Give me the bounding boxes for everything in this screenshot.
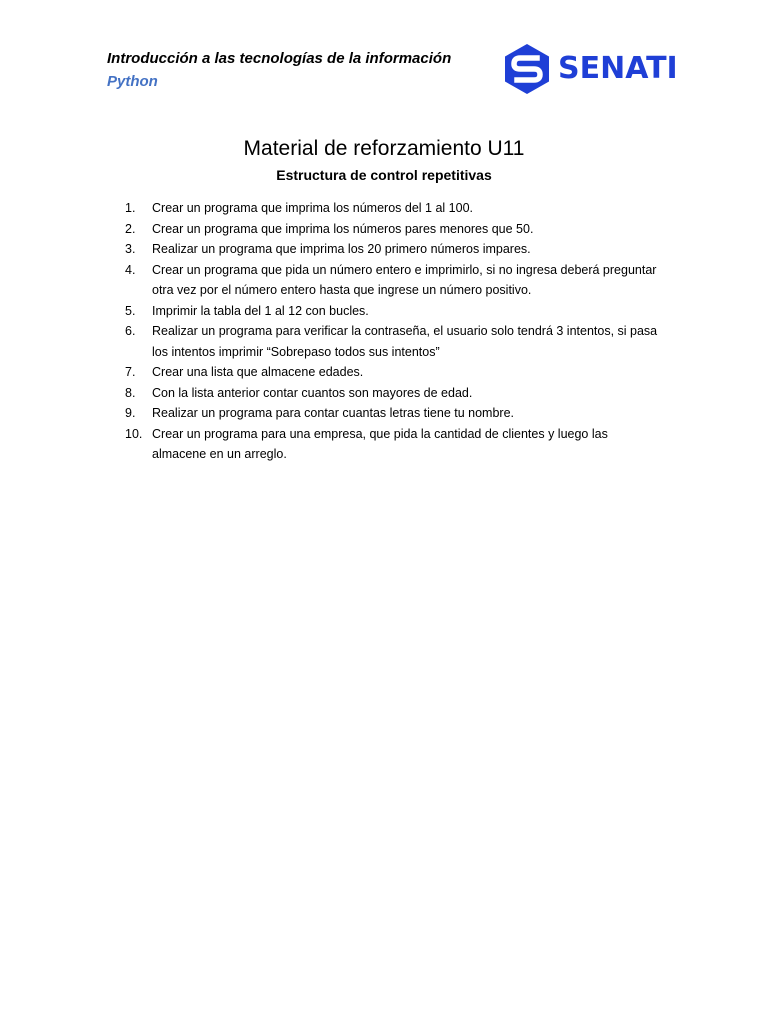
exercise-item [125,198,660,219]
senati-emblem-icon [500,42,554,96]
exercise-text: Crear un programa que pida un número entero e imprimirlo, si no ingresa deberá preguntar otra vez por el número entero hasta que ingrese un número positivo. [152,262,657,297]
course-subtitle: Python [107,73,158,90]
exercise-item [125,403,660,424]
exercise-number: 3. [125,242,136,256]
exercise-text: Crear un programa que imprima los números pares menores que 50. [152,221,534,236]
exercise-text: Realizar un programa para verificar la contraseña, el usuario solo tendrá 3 intentos, si pasa los intentos imprimir “Sobrepaso todos sus intentos” [152,324,658,359]
exercise-number: 8. [125,385,136,400]
exercise-number: 9. [125,406,136,420]
exercise-number: 4. [125,262,136,277]
exercise-item [125,239,660,260]
exercise-number: 5. [125,303,136,318]
exercise-number: 2. [125,221,136,236]
senati-logo [500,42,690,96]
exercise-text: Realizar un programa para contar cuantas letras tiene tu nombre. [152,406,514,420]
exercise-list [125,198,660,465]
page-header [107,49,487,93]
exercise-text: Con la lista anterior contar cuantos son mayores de edad. [152,385,473,400]
exercise-item [125,321,660,362]
exercise-text: Realizar un programa que imprima los 20 primero números impares. [152,242,531,256]
exercise-number: 10. [125,426,143,441]
exercise-text: Imprimir la tabla del 1 al 12 con bucles. [152,303,369,318]
exercise-item [125,219,660,240]
exercise-number: 1. [125,201,136,215]
exercise-item [125,301,660,322]
exercise-text: Crear una lista que almacene edades. [152,365,364,379]
exercise-number: 7. [125,365,136,379]
document-subtitle: Estructura de control repetitivas [276,167,492,183]
document-title: Material de reforzamiento U11 [243,137,525,160]
course-title: Introducción a las tecnologías de la información [107,50,452,67]
exercise-item [125,362,660,383]
exercise-item [125,383,660,404]
exercise-item [125,260,660,301]
exercise-text: Crear un programa para una empresa, que pida la cantidad de clientes y luego las almacene en un arreglo. [152,426,608,461]
exercise-item [125,424,660,465]
exercise-text: Crear un programa que imprima los números del 1 al 100. [152,201,473,215]
logo-wordmark: SENATI [558,51,678,86]
exercise-number: 6. [125,324,136,338]
